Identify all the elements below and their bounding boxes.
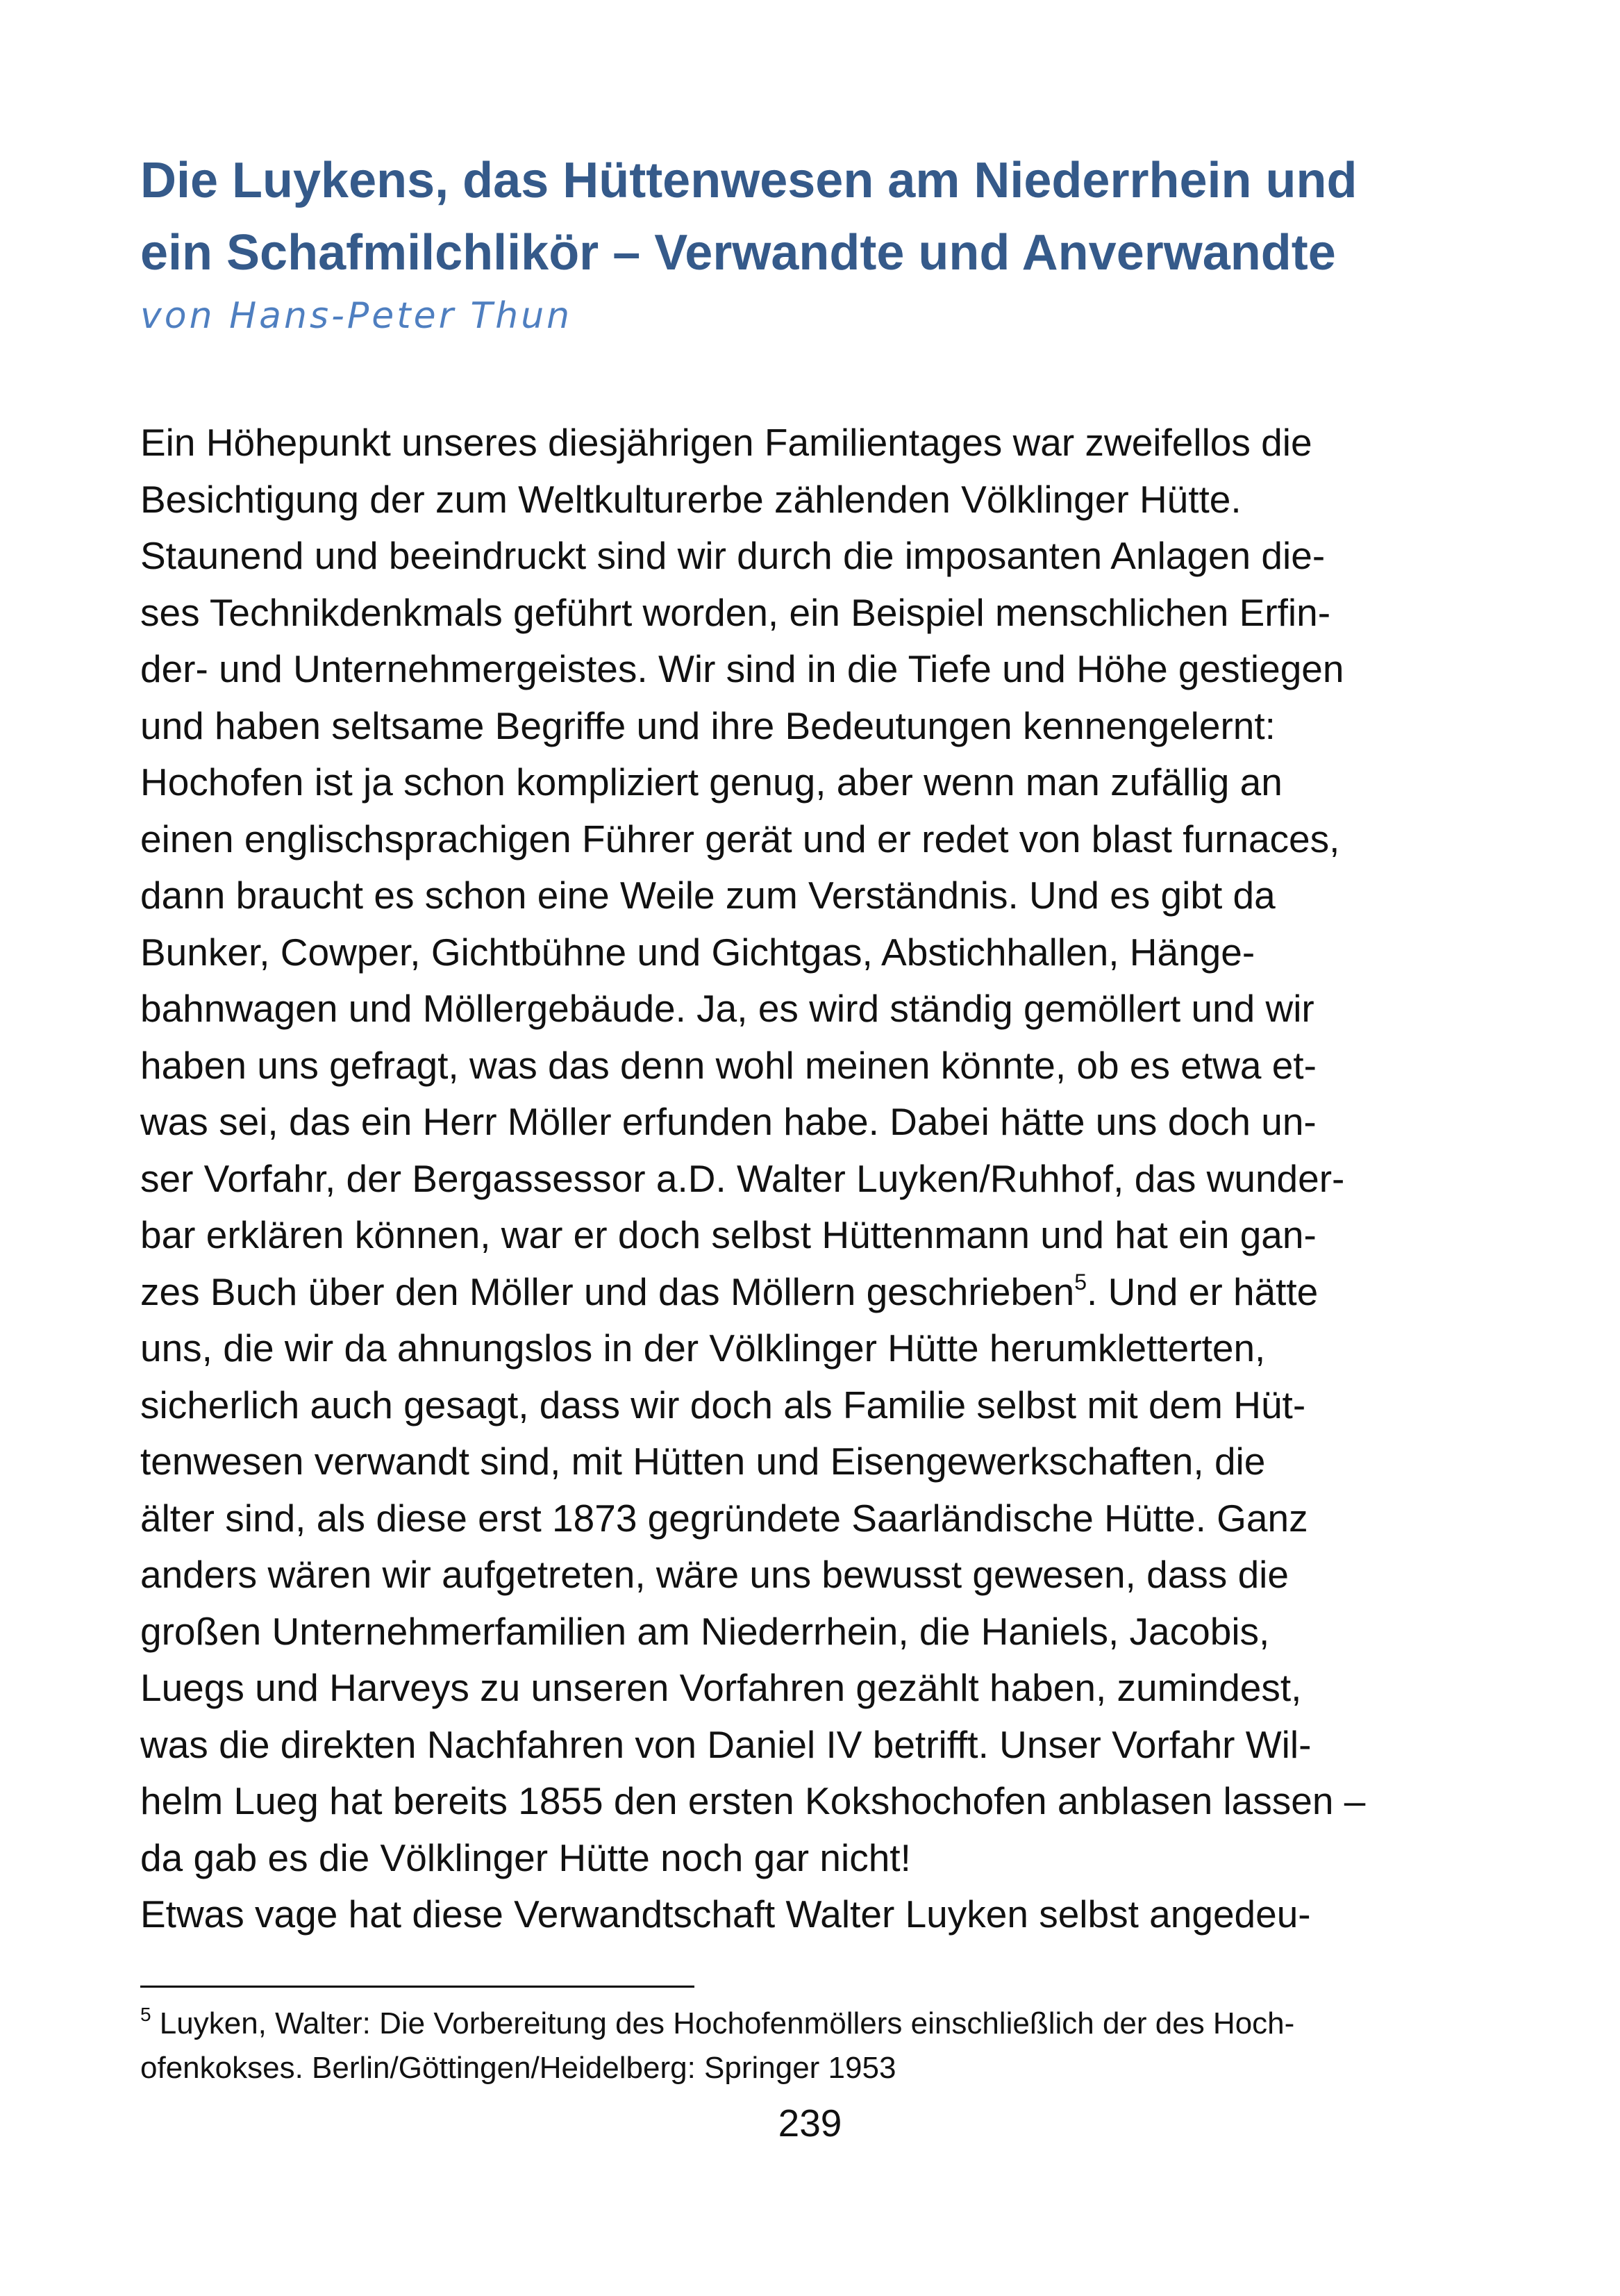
body-line: da gab es die Völklinger Hütte noch gar nicht! <box>140 1836 911 1879</box>
body-line: haben uns gefragt, was das denn wohl meinen könnte, ob es etwa et- <box>140 1043 1317 1087</box>
body-line: einen englischsprachigen Führer gerät und er redet von blast furnaces, <box>140 817 1340 860</box>
body-line: Luegs und Harveys zu unseren Vorfahren gezählt haben, zumindest, <box>140 1666 1302 1709</box>
article-title-line-1: Die Luykens, das Hüttenwesen am Niederrhein und <box>140 153 1358 208</box>
body-line: bahnwagen und Möllergebäude. Ja, es wird ständig gemöllert und wir <box>140 987 1314 1030</box>
page-number: 239 <box>778 2102 842 2145</box>
body-line: dann braucht es schon eine Weile zum Verständnis. Und es gibt da <box>140 874 1276 917</box>
body-line: anders wären wir aufgetreten, wäre uns bewusst gewesen, dass die <box>140 1553 1289 1596</box>
body-line: Besichtigung der zum Weltkulturerbe zählenden Völklinger Hütte. <box>140 477 1242 521</box>
body-line: helm Lueg hat bereits 1855 den ersten Kokshochofen anblasen lassen – <box>140 1779 1366 1822</box>
footnote-line-2: ofenkokses. Berlin/Göttingen/Heidelberg: Springer 1953 <box>140 2051 896 2085</box>
article-byline: von Hans-Peter Thun <box>140 295 573 337</box>
body-line: der- und Unternehmergeistes. Wir sind in die Tiefe und Höhe gestiegen <box>140 647 1344 690</box>
body-line: älter sind, als diese erst 1873 gegründete Saarländische Hütte. Ganz <box>140 1496 1308 1540</box>
body-line-text-after-ref: . Und er hätte <box>1087 1270 1319 1313</box>
body-line: bar erklären können, war er doch selbst Hüttenmann und hat ein gan- <box>140 1213 1317 1256</box>
body-line: uns, die wir da ahnungslos in der Völklinger Hütte herumkletterten, <box>140 1326 1266 1370</box>
footnote-text: Luyken, Walter: Die Vorbereitung des Hochofenmöllers einschließlich der des Hoch- <box>151 2006 1295 2040</box>
body-line: was sei, das ein Herr Möller erfunden habe. Dabei hätte uns doch un- <box>140 1100 1317 1143</box>
article-title-line-2: ein Schafmilchlikör – Verwandte und Anverwandte <box>140 225 1336 281</box>
footnote-separator <box>140 1986 694 1988</box>
body-line: Etwas vage hat diese Verwandtschaft Walter Luyken selbst angedeu- <box>140 1892 1311 1936</box>
body-line: was die direkten Nachfahren von Daniel IV betrifft. Unser Vorfahr Wil- <box>140 1722 1312 1766</box>
body-line: Hochofen ist ja schon kompliziert genug, aber wenn man zufällig an <box>140 760 1283 804</box>
body-line: tenwesen verwandt sind, mit Hütten und Eisengewerkschaften, die <box>140 1440 1266 1483</box>
body-line-with-footnote-ref <box>140 1264 1515 1321</box>
article-title <box>140 144 1529 289</box>
footnote-line-1 <box>140 2002 1529 2046</box>
footnote <box>140 2002 1529 2090</box>
body-line: großen Unternehmerfamilien am Niederrhein, die Haniels, Jacobis, <box>140 1609 1270 1653</box>
article-body <box>140 415 1515 1943</box>
footnote-reference-5: 5 <box>1074 1269 1087 1295</box>
body-line: sicherlich auch gesagt, dass wir doch als Familie selbst mit dem Hüt- <box>140 1383 1306 1426</box>
body-line: Ein Höhepunkt unseres diesjährigen Familientages war zweifellos die <box>140 421 1312 464</box>
body-line-text-before-ref: zes Buch über den Möller und das Möllern geschrieben <box>140 1270 1075 1313</box>
footnote-marker: 5 <box>140 2004 151 2025</box>
body-line: und haben seltsame Begriffe und ihre Bedeutungen kennengelernt: <box>140 704 1276 747</box>
body-line: ses Technikdenkmals geführt worden, ein Beispiel menschlichen Erfin- <box>140 590 1331 634</box>
body-line: Staunend und beeindruckt sind wir durch die imposanten Anlagen die- <box>140 534 1326 577</box>
body-line: Bunker, Cowper, Gichtbühne und Gichtgas, Abstichhallen, Hänge- <box>140 930 1255 974</box>
body-line: ser Vorfahr, der Bergassessor a.D. Walter Luyken/Ruhhof, das wunder- <box>140 1156 1345 1200</box>
